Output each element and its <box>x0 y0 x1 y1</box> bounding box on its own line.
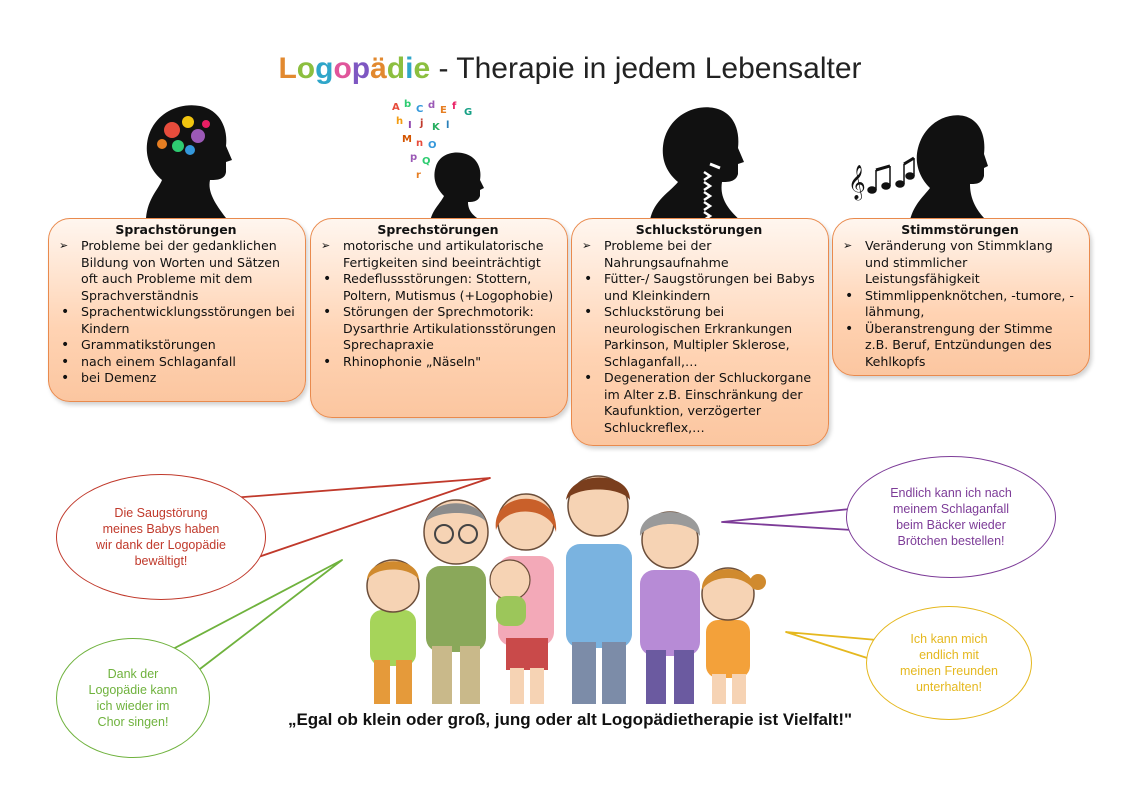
person-grandfather <box>424 500 488 704</box>
svg-text:K: K <box>432 122 440 133</box>
card-heading: Sprechstörungen <box>377 222 499 237</box>
svg-text:C: C <box>416 104 424 115</box>
list-item: • Stimmlippenknötchen, -tumore, -lähmung, <box>841 288 1079 321</box>
svg-text:r: r <box>416 170 421 181</box>
list-item: • Schluckstörung bei neurologischen Erkrankungen Parkinson, Multipler Sklerose, Schlaganfall,… <box>580 304 818 370</box>
list-item: • Überanstrengung der Stimme z.B. Beruf, Entzündungen des Kehlkopfs <box>841 321 1079 371</box>
svg-text:h: h <box>396 116 404 127</box>
list-item: • Degeneration der Schluckorgane im Alter z.B. Einschränkung der Kaufunktion, verzögerter Schluckreflex,… <box>580 370 818 436</box>
svg-text:l: l <box>446 120 450 131</box>
person-grandmother <box>640 512 700 704</box>
svg-text:b: b <box>404 99 412 110</box>
svg-text:𝄞: 𝄞 <box>848 165 866 200</box>
card-heading: Stimmstörungen <box>901 222 1019 237</box>
svg-text:M: M <box>402 134 412 145</box>
list-item: ➢ Veränderung von Stimmklang und stimmlicher Leistungsfähigkeit <box>841 238 1079 288</box>
bubble-text: Dank der Logopädie kann ich wieder im Chor singen! <box>88 667 178 729</box>
bubble-text: Ich kann mich endlich mit meinen Freunden unterhalten! <box>900 632 998 694</box>
list-item: ➢ Probleme bei der gedanklichen Bildung von Worten und Sätzen oft auch Probleme mit dem Sprachverständnis <box>57 238 295 304</box>
person-girl <box>702 568 766 704</box>
svg-text:n: n <box>416 138 424 149</box>
family-illustration <box>350 470 770 706</box>
bubble-text: Die Saugstörung meines Babys haben wir dank der Logopädie bewältigt! <box>96 506 226 568</box>
list-item: ➢ motorische und artikulatorische Fertigkeiten sind beeinträchtigt <box>319 238 557 271</box>
person-mother <box>490 494 556 704</box>
svg-text:p: p <box>410 152 418 163</box>
bubble-chor <box>56 638 210 758</box>
list-item: • Fütter-/ Saugstörungen bei Babys und Kleinkindern <box>580 271 818 304</box>
person-boy <box>367 560 419 704</box>
svg-text:E: E <box>440 105 447 116</box>
list-item: • Sprachentwicklungsstörungen bei Kindern <box>57 304 295 337</box>
person-father <box>566 476 632 704</box>
list-item: • nach einem Schlaganfall <box>57 354 295 371</box>
title-rest: - Therapie in jedem Lebensalter <box>430 52 862 85</box>
brand-logopaedie: Logopädie <box>278 52 431 85</box>
card-heading: Sprachstörungen <box>115 222 237 237</box>
list-item: • bei Demenz <box>57 370 295 387</box>
svg-text:j: j <box>420 118 424 129</box>
bubble-freunde <box>866 606 1032 720</box>
bubble-schlaganfall <box>846 456 1056 578</box>
svg-text:I: I <box>408 120 412 131</box>
svg-text:Q: Q <box>422 156 431 167</box>
list-item: ➢ Probleme bei der Nahrungsaufnahme <box>580 238 818 271</box>
bubble-text: Endlich kann ich nach meinem Schlaganfall beim Bäcker wieder Brötchen bestellen! <box>890 486 1012 548</box>
list-item: • Rhinophonie „Näseln" <box>319 354 557 371</box>
svg-text:d: d <box>428 100 436 111</box>
svg-text:O: O <box>428 140 437 151</box>
slogan: „Egal ob klein oder groß, jung oder alt Logopädietherapie ist Vielfalt!" <box>287 710 853 729</box>
svg-text:G: G <box>464 107 473 118</box>
list-item: • Störungen der Sprechmotorik: Dysarthrie Artikulationsstörungen Sprechapraxie <box>319 304 557 354</box>
list-item: • Grammatikstörungen <box>57 337 295 354</box>
list-item: • Redeflussstörungen: Stottern, Poltern, Mutismus (+Logophobie) <box>319 271 557 304</box>
svg-text:f: f <box>452 101 457 112</box>
bubble-saugstoerung <box>56 474 266 600</box>
card-heading: Schluckstörungen <box>635 222 763 237</box>
svg-text:A: A <box>392 102 400 113</box>
